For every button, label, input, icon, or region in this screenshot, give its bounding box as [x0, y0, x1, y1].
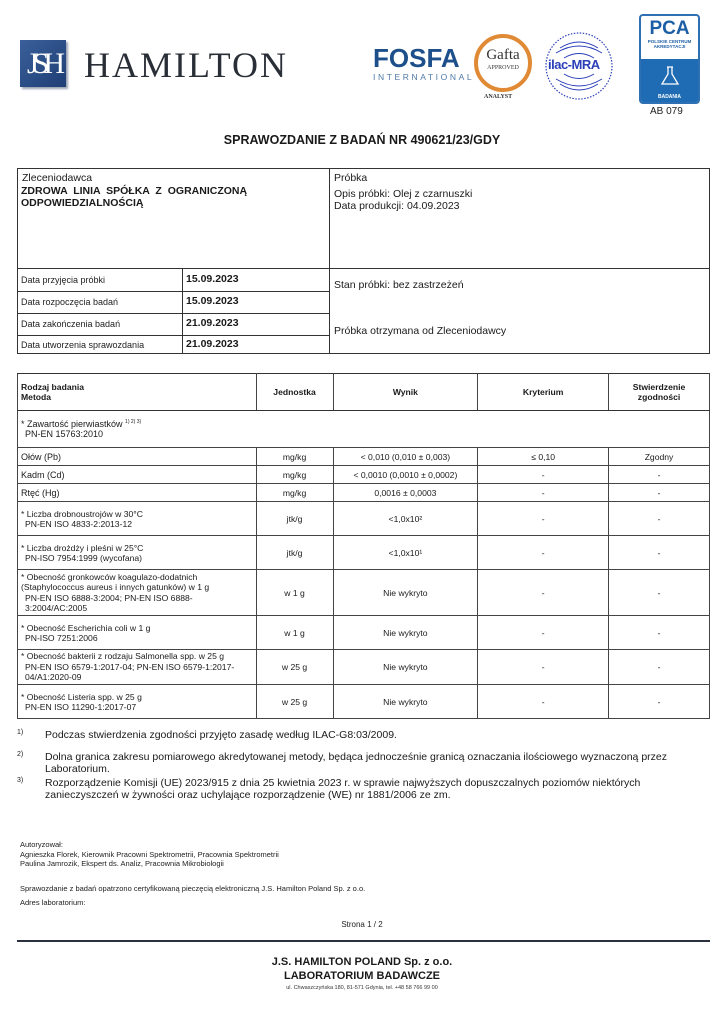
conformity-cell: -	[609, 685, 710, 719]
header-conformity	[609, 374, 710, 411]
test-cell	[18, 650, 257, 685]
conformity-cell: -	[609, 650, 710, 685]
result-cell: < 0,0010 (0,0010 ± 0,0002)	[333, 466, 478, 484]
footnote	[17, 777, 707, 801]
group-method: PN-EN 15763:2010	[25, 429, 104, 439]
test-cell	[18, 616, 257, 650]
test-method: PN-ISO 7954:1999 (wycofana)	[25, 552, 143, 563]
test-name: * Liczba drożdży i pleśni w 25°C	[21, 542, 144, 553]
footnote-number: 3)	[17, 777, 24, 784]
unit-cell: w 25 g	[256, 685, 333, 719]
group-footnote-refs: 1) 2) 3)	[125, 419, 142, 425]
footer-lab: LABORATORIUM BADAWCZE	[283, 970, 441, 982]
test-method: PN-EN ISO 4833-2:2013-12	[25, 518, 133, 529]
unit-cell: mg/kg	[256, 466, 333, 484]
result-cell: Nie wykryto	[333, 616, 478, 650]
unit-cell: w 25 g	[256, 650, 333, 685]
gafta-role: ANALYST	[484, 94, 513, 100]
result-cell: Nie wykryto	[333, 570, 478, 616]
element-name: Rtęć (Hg)	[18, 484, 257, 502]
result-cell: Nie wykryto	[333, 685, 478, 719]
test-method: PN-EN ISO 6888-3:2004; PN-EN ISO 6888-3:2004/AC:2005	[25, 592, 193, 613]
unit-cell: mg/kg	[256, 448, 333, 466]
table-row	[18, 570, 710, 616]
unit-cell: mg/kg	[256, 484, 333, 502]
sample-description: Opis próbki: Olej z czarnuszki	[334, 188, 473, 200]
footer-company: J.S. HAMILTON POLAND Sp. z o.o.	[271, 956, 453, 968]
pca-accreditation-number: AB 079	[650, 106, 683, 117]
test-name: * Obecność Escherichia coli w 1 g	[21, 622, 151, 633]
header-result: Wynik	[333, 374, 478, 411]
header-test-method	[18, 374, 257, 411]
divider	[18, 291, 329, 292]
divider	[18, 313, 329, 314]
gafta-logo	[474, 34, 532, 92]
criterion-cell: -	[478, 685, 609, 719]
signer: Agnieszka Florek, Kierownik Pracowni Spektrometrii, Pracownia Spektrometrii	[20, 849, 279, 859]
authorization-label: Autoryzował:	[20, 840, 63, 849]
date-value: 21.09.2023	[186, 317, 239, 329]
gafta-name: Gafta	[486, 47, 520, 63]
client-label: Zleceniodawca	[22, 172, 93, 184]
footnote	[17, 729, 707, 741]
result-cell: 0,0016 ± 0,0003	[333, 484, 478, 502]
client-name-line1: ZDROWA LINIA SPÓŁKA Z OGRANICZONĄ	[21, 185, 248, 197]
conformity-cell: -	[609, 616, 710, 650]
element-name: Ołów (Pb)	[18, 448, 257, 466]
sample-source: Próbka otrzymana od Zleceniodawcy	[334, 325, 507, 337]
results-table	[17, 373, 710, 719]
table-row	[18, 536, 710, 570]
gafta-subtitle: APPROVED	[487, 65, 519, 71]
criterion-cell: ≤ 0,10	[478, 448, 609, 466]
footnote	[17, 751, 707, 775]
result-cell: Nie wykryto	[333, 650, 478, 685]
test-method: PN-EN ISO 6579-1:2017-04; PN-EN ISO 6579-1:2017-04/A1:2020-09	[25, 661, 235, 683]
criterion-cell: -	[478, 650, 609, 685]
lab-address-label: Adres laboratorium:	[20, 898, 86, 907]
authorization-block	[20, 840, 279, 869]
footnote-text: Dolna granica zakresu pomiarowego akredytowanej metody, będąca jednocześnie granicą oznaczania ilościowego wyznaczoną przez Laboratorium.	[45, 751, 667, 775]
pca-badge: BADANIA	[657, 94, 682, 100]
divider	[18, 335, 329, 336]
criterion-cell: -	[478, 466, 609, 484]
pca-logo	[639, 14, 700, 104]
hamilton-logo-text: HAMILTON	[84, 45, 289, 85]
footer-divider	[17, 940, 710, 942]
group-name: * Zawartość pierwiastków	[21, 419, 123, 429]
date-label: Data zakończenia badań	[21, 319, 121, 329]
footnote-number: 1)	[17, 729, 24, 736]
criterion-cell: -	[478, 484, 609, 502]
test-name: * Liczba drobnoustrojów w 30°C	[21, 508, 143, 519]
date-label: Data utworzenia sprawozdania	[21, 340, 145, 350]
criterion-cell: -	[478, 570, 609, 616]
unit-cell: w 1 g	[256, 570, 333, 616]
divider	[329, 169, 330, 353]
footnote-text: Podczas stwierdzenia zgodności przyjęto zasadę według ILAC-G8:03/2009.	[45, 729, 397, 741]
client-name-line2: ODPOWIEDZIALNOŚCIĄ	[21, 197, 144, 209]
table-row	[18, 650, 710, 685]
test-cell	[18, 570, 257, 616]
test-cell	[18, 502, 257, 536]
divider	[182, 268, 183, 354]
unit-cell: w 1 g	[256, 616, 333, 650]
header-method: Metoda	[21, 392, 52, 402]
date-value: 21.09.2023	[186, 338, 239, 350]
table-row	[18, 484, 710, 502]
test-cell	[18, 536, 257, 570]
criterion-cell: -	[478, 616, 609, 650]
ilac-name: ilac-MRA	[548, 57, 600, 72]
pca-line1: POLSKIE CENTRUM	[647, 39, 692, 44]
result-cell: <1,0x10¹	[333, 536, 478, 570]
footnote-text: Rozporządzenie Komisji (UE) 2023/915 z dnia 25 kwietnia 2023 r. w sprawie najwyższych dopuszczalnych poziomów niektórych zanieczyszczeń w żywności oraz uchylające rozporządzenie (WE) nr 1881/2006 ze zm.	[45, 777, 641, 801]
header-criterion: Kryterium	[478, 374, 609, 411]
test-name: * Obecność Listeria spp. w 25 g	[21, 691, 142, 702]
unit-cell: jtk/g	[256, 536, 333, 570]
footer-address: ul. Chwaszczyńska 180, 81-571 Gdynia, tel. +48 58 766 99 00	[286, 985, 438, 991]
sample-condition: Stan próbki: bez zastrzeżeń	[334, 279, 464, 291]
test-method: PN-ISO 7251:2006	[25, 632, 98, 643]
test-method: PN-EN ISO 11290-1:2017-07	[25, 701, 137, 712]
fosfa-logo	[373, 45, 474, 82]
pca-name: PCA	[649, 18, 690, 39]
report-title: SPRAWOZDANIE Z BADAŃ NR 490621/23/GDY	[223, 133, 501, 147]
group-cell	[18, 411, 710, 448]
sample-label: Próbka	[334, 172, 368, 184]
table-row	[18, 466, 710, 484]
result-cell: <1,0x10²	[333, 502, 478, 536]
page-number: Strona 1 / 2	[341, 920, 383, 929]
ilac-mra-logo	[544, 31, 614, 101]
footnote-number: 2)	[17, 751, 24, 758]
table-header-row	[18, 374, 710, 411]
test-cell	[18, 685, 257, 719]
result-cell: < 0,010 (0,010 ± 0,003)	[333, 448, 478, 466]
test-name: * Obecność bakterii z rodzaju Salmonella spp. w 25 g	[21, 651, 225, 662]
header-unit: Jednostka	[256, 374, 333, 411]
pca-line2: AKREDYTACJI	[653, 44, 686, 49]
client-sample-info-box	[17, 168, 710, 354]
conformity-cell: -	[609, 466, 710, 484]
fosfa-name: FOSFA	[373, 43, 460, 73]
header-conformity-line2: zgodności	[637, 392, 681, 402]
header-test: Rodzaj badania	[21, 382, 85, 392]
flask-icon	[660, 65, 680, 87]
seal-note: Sprawozdanie z badań opatrzono certyfikowaną pieczęcią elektroniczną J.S. Hamilton Poland Sp. z o.o.	[20, 884, 366, 893]
criterion-cell: -	[478, 536, 609, 570]
element-name: Kadm (Cd)	[18, 466, 257, 484]
signer: Paulina Jamrozik, Ekspert ds. Analiz, Pracownia Mikrobiologii	[20, 859, 224, 868]
unit-cell: jtk/g	[256, 502, 333, 536]
table-row	[18, 616, 710, 650]
date-label: Data przyjęcia próbki	[21, 275, 106, 285]
date-value: 15.09.2023	[186, 273, 239, 285]
conformity-cell: -	[609, 484, 710, 502]
conformity-cell: Zgodny	[609, 448, 710, 466]
conformity-cell: -	[609, 570, 710, 616]
date-value: 15.09.2023	[186, 295, 239, 307]
table-row	[18, 448, 710, 466]
conformity-cell: -	[609, 536, 710, 570]
header-conformity-line1: Stwierdzenie	[632, 382, 686, 392]
fosfa-subtitle: INTERNATIONAL	[373, 72, 475, 82]
table-row	[18, 502, 710, 536]
table-row	[18, 685, 710, 719]
criterion-cell: -	[478, 502, 609, 536]
date-label: Data rozpoczęcia badań	[21, 297, 119, 307]
sample-production-date: Data produkcji: 04.09.2023	[334, 200, 460, 212]
jsh-logo-mark: JSH	[20, 40, 66, 87]
conformity-cell: -	[609, 502, 710, 536]
test-name: * Obecność gronkowców koagulazo-dodatnich (Staphylococcus aureus i innych gatunków) w 1 g	[21, 571, 210, 592]
divider	[18, 268, 709, 269]
table-group-row	[18, 411, 710, 448]
